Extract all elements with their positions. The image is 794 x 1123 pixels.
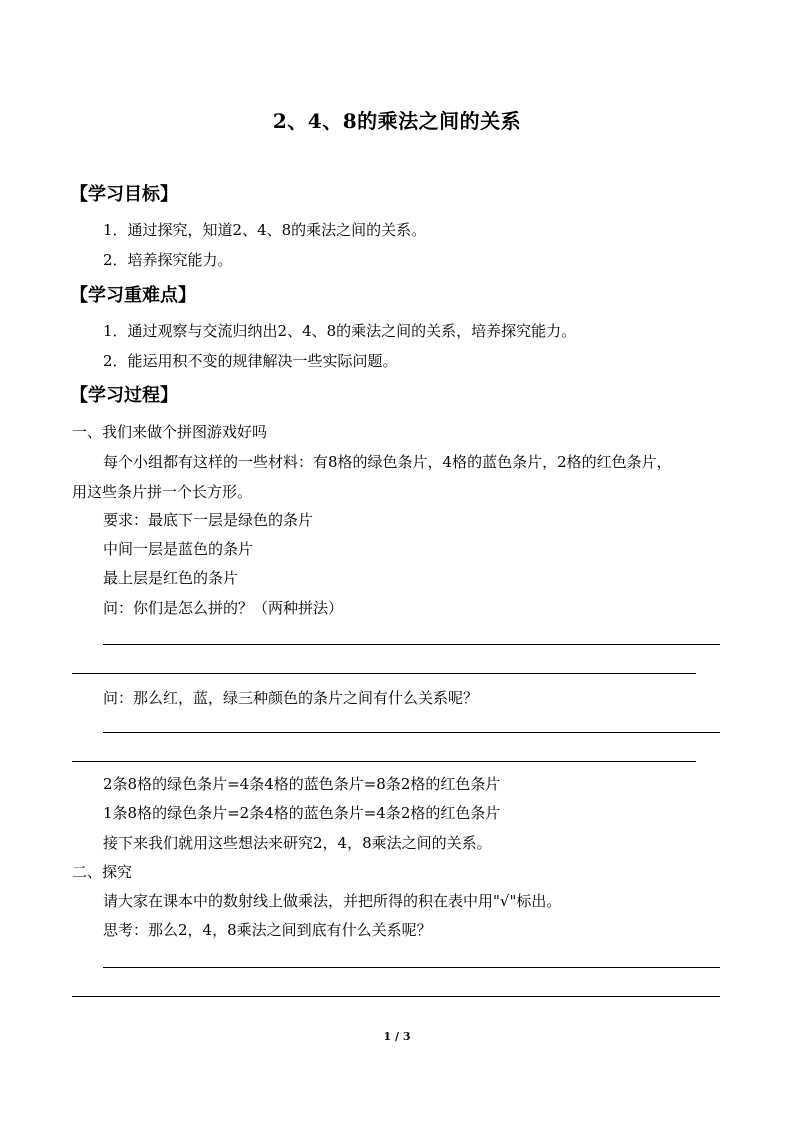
objective-item-1: 1．通过探究，知道2、4、8的乘法之间的关系。 (103, 221, 427, 239)
part1-paragraph-line-2: 用这些条片拼一个长方形。 (72, 483, 253, 501)
question-2: 问：那么红，蓝，绿三种颜色的条片之间有什么关系呢？ (103, 689, 479, 707)
question-1: 问：你们是怎么拼的？（两种拼法） (103, 599, 344, 617)
page-number: 1 / 3 (383, 1030, 411, 1043)
equation-1: 2条8格的绿色条片=4条4格的蓝色条片=8条2格的红色条片 (103, 775, 501, 793)
objectives-heading: 【学习目标】 (70, 184, 178, 205)
answer-line[interactable] (72, 996, 720, 997)
key-point-item-2: 2．能运用积不变的规律解决一些实际问题。 (103, 352, 398, 370)
part1-paragraph-line-1: 每个小组都有这样的一些材料：有8格的绿色条片，4格的蓝色条片，2格的红色条片， (103, 453, 672, 471)
key-points-heading: 【学习重难点】 (70, 285, 196, 306)
answer-line[interactable] (103, 967, 720, 968)
requirement-3: 最上层是红色的条片 (103, 569, 239, 587)
objective-item-2: 2．培养探究能力。 (103, 251, 233, 269)
answer-line[interactable] (103, 732, 720, 733)
page-title: 2、4、8的乘法之间的关系 (272, 109, 522, 133)
process-heading: 【学习过程】 (70, 385, 178, 406)
requirement-1: 要求：最底下一层是绿色的条片 (103, 511, 314, 529)
key-point-item-1: 1．通过观察与交流归纳出2、4、8的乘法之间的关系，培养探究能力。 (103, 322, 577, 340)
answer-line[interactable] (72, 761, 696, 762)
next-step-text: 接下来我们就用这些想法来研究2，4，8乘法之间的关系。 (103, 834, 492, 852)
part1-title: 一、我们来做个拼图游戏好吗 (72, 423, 268, 441)
answer-line[interactable] (103, 644, 720, 645)
part2-title: 二、探究 (72, 863, 133, 881)
part2-think-question: 思考：那么2，4，8乘法之间到底有什么关系呢？ (103, 921, 432, 939)
equation-2: 1条8格的绿色条片=2条4格的蓝色条片=4条2格的红色条片 (103, 804, 501, 822)
part2-instruction: 请大家在课本中的数射线上做乘法，并把所得的积在表中用"√"标出。 (103, 892, 562, 910)
requirement-2: 中间一层是蓝色的条片 (103, 540, 254, 558)
answer-line[interactable] (72, 673, 696, 674)
